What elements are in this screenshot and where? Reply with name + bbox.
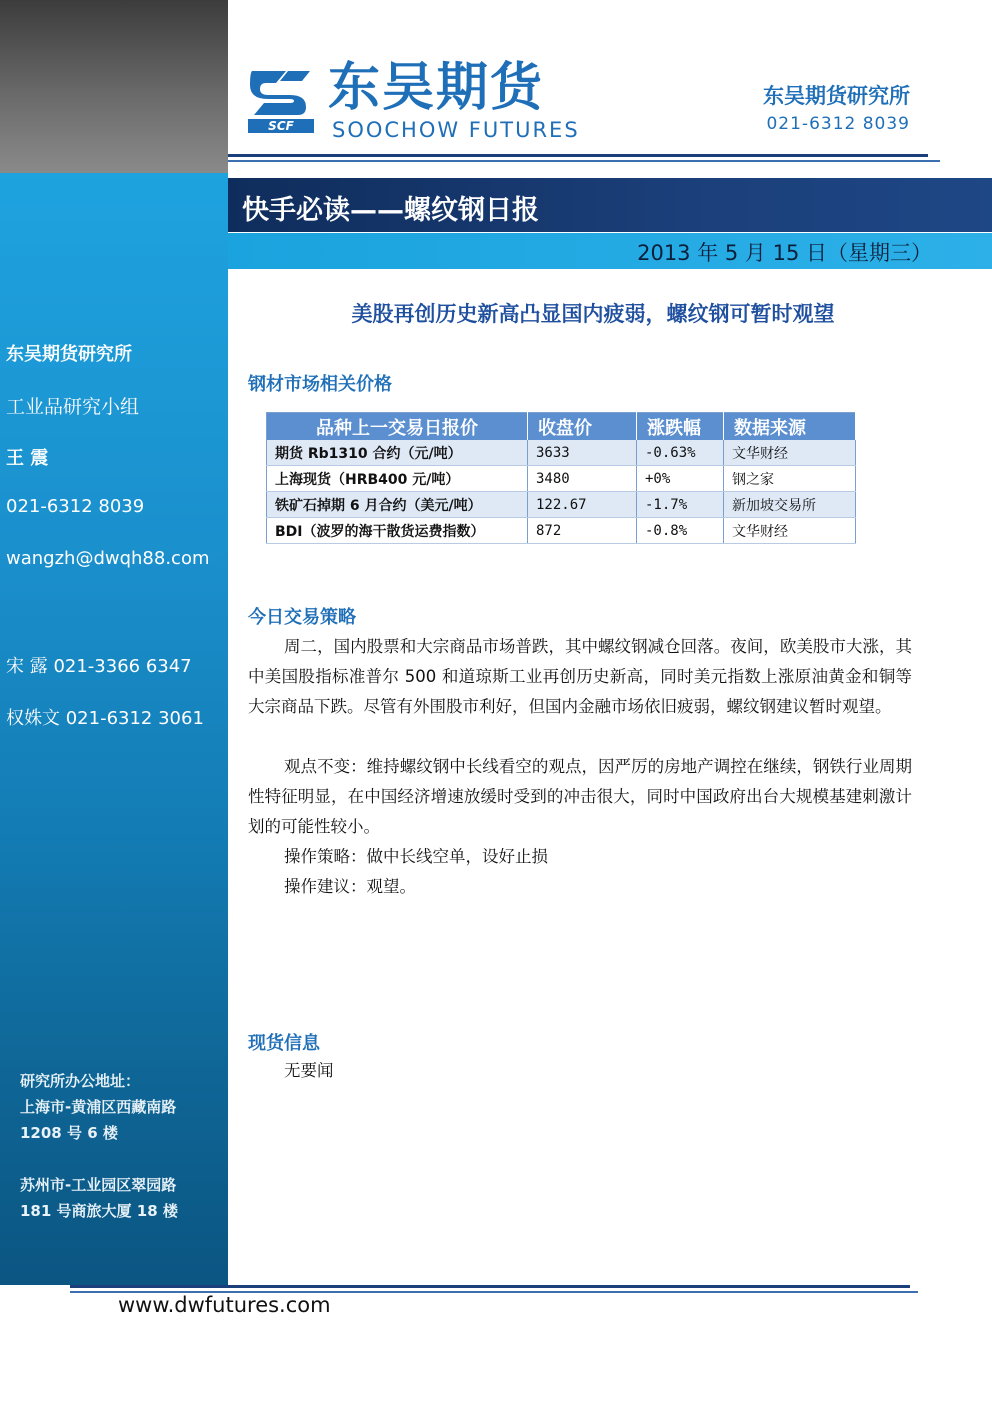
sidebar-analyst-phone: 021-6312 8039 [6, 496, 145, 517]
strategy-text-2: 观点不变：维持螺纹钢中长线看空的观点，因严厉的房地产调控在继续，钢铁行业周期性特征明显，在中国经济增速放缓时受到的冲击很大，同时中国政府出台大规模基建刺激计划的可能性较小。 [248, 757, 912, 836]
table-cell: 钢之家 [724, 466, 856, 492]
logo-chinese-name: 东吴期货 [328, 58, 545, 118]
report-title: 快手必读——螺纹钢日报 [242, 195, 539, 226]
sidebar-address1-line1: 上海市-黄浦区西藏南路 [20, 1098, 177, 1116]
sidebar-group: 工业品研究小组 [6, 396, 140, 418]
table-cell: 872 [528, 518, 637, 544]
header-divider [228, 154, 928, 157]
strategy-text-3: 操作策略：做中长线空单，设好止损 [284, 847, 548, 866]
sidebar-contact-2: 权姝文 021-6312 3061 [6, 708, 204, 729]
title-bar [228, 178, 992, 232]
spot-text: 无要闻 [284, 1061, 334, 1080]
column-header: 收盘价 [528, 413, 637, 441]
table-cell: +0% [637, 466, 724, 492]
date-bar [228, 233, 992, 269]
sidebar-address1-line2: 1208 号 6 楼 [20, 1124, 118, 1142]
header-divider-thin [228, 160, 940, 162]
table-cell: 上海现货（HRB400 元/吨） [267, 466, 528, 492]
price-table [266, 412, 856, 544]
footer-divider [70, 1285, 910, 1288]
strategy-paragraph-3 [248, 842, 912, 872]
footer-website-link[interactable]: www.dwfutures.com [118, 1293, 331, 1317]
sidebar-institute: 东吴期货研究所 [6, 344, 132, 365]
table-cell: 3480 [528, 466, 637, 492]
table-cell: -1.7% [637, 492, 724, 518]
strategy-paragraph-4 [248, 872, 912, 902]
table-cell: 铁矿石掉期 6 月合约（美元/吨） [267, 492, 528, 518]
spot-paragraph [248, 1056, 912, 1086]
strategy-text-4: 操作建议：观望。 [284, 877, 416, 896]
table-cell: BDI（波罗的海干散货运费指数） [267, 518, 528, 544]
logo-english-name: SOOCHOW FUTURES [332, 118, 580, 142]
sidebar-analyst-name: 王 震 [6, 448, 49, 469]
table-row [267, 440, 856, 466]
table-row [267, 492, 856, 518]
table-cell: 文华财经 [724, 440, 856, 466]
table-row [267, 518, 856, 544]
column-header: 涨跌幅 [637, 413, 724, 441]
table-cell: 新加坡交易所 [724, 492, 856, 518]
scf-logo-icon [246, 63, 316, 135]
svg-text:SCF: SCF [268, 119, 294, 133]
table-cell: -0.63% [637, 440, 724, 466]
sidebar-contact-1: 宋 露 021-3366 6347 [6, 656, 192, 677]
header-institute: 东吴期货研究所 [763, 84, 910, 108]
table-cell: 文华财经 [724, 518, 856, 544]
sidebar-address2-line1: 苏州市-工业园区翠园路 [20, 1176, 177, 1194]
sidebar-address2-line2: 181 号商旅大厦 18 楼 [20, 1202, 178, 1220]
price-table-header [267, 413, 856, 441]
headline: 美股再创历史新高凸显国内疲弱，螺纹钢可暂时观望 [351, 302, 835, 326]
table-cell: -0.8% [637, 518, 724, 544]
price-section-title: 钢材市场相关价格 [248, 374, 392, 395]
strategy-section-title: 今日交易策略 [248, 607, 356, 628]
table-cell: 3633 [528, 440, 637, 466]
sidebar-top-band [0, 0, 228, 173]
spot-section-title: 现货信息 [248, 1033, 320, 1054]
strategy-paragraph-1 [248, 632, 912, 722]
column-header: 品种上一交易日报价 [267, 413, 528, 441]
report-date: 2013 年 5 月 15 日（星期三） [637, 241, 932, 265]
sidebar-analyst-email[interactable]: wangzh@dwqh88.com [6, 548, 210, 569]
strategy-paragraph-2 [248, 752, 912, 842]
header-phone: 021-6312 8039 [766, 114, 910, 134]
sidebar-address-label: 研究所办公地址： [20, 1072, 141, 1090]
table-cell: 122.67 [528, 492, 637, 518]
strategy-text-1: 周二，国内股票和大宗商品市场普跌，其中螺纹钢减仓回落。夜间，欧美股市大涨，其中美国股指标准普尔 500 和道琼斯工业再创历史新高，同时美元指数上涨原油黄金和铜等大宗商品下跌。尽管有外围股市利好，但国内金融市场依旧疲弱，螺纹钢建议暂时观望。 [248, 637, 912, 716]
table-cell: 期货 Rb1310 合约（元/吨） [267, 440, 528, 466]
column-header: 数据来源 [724, 413, 856, 441]
table-row [267, 466, 856, 492]
